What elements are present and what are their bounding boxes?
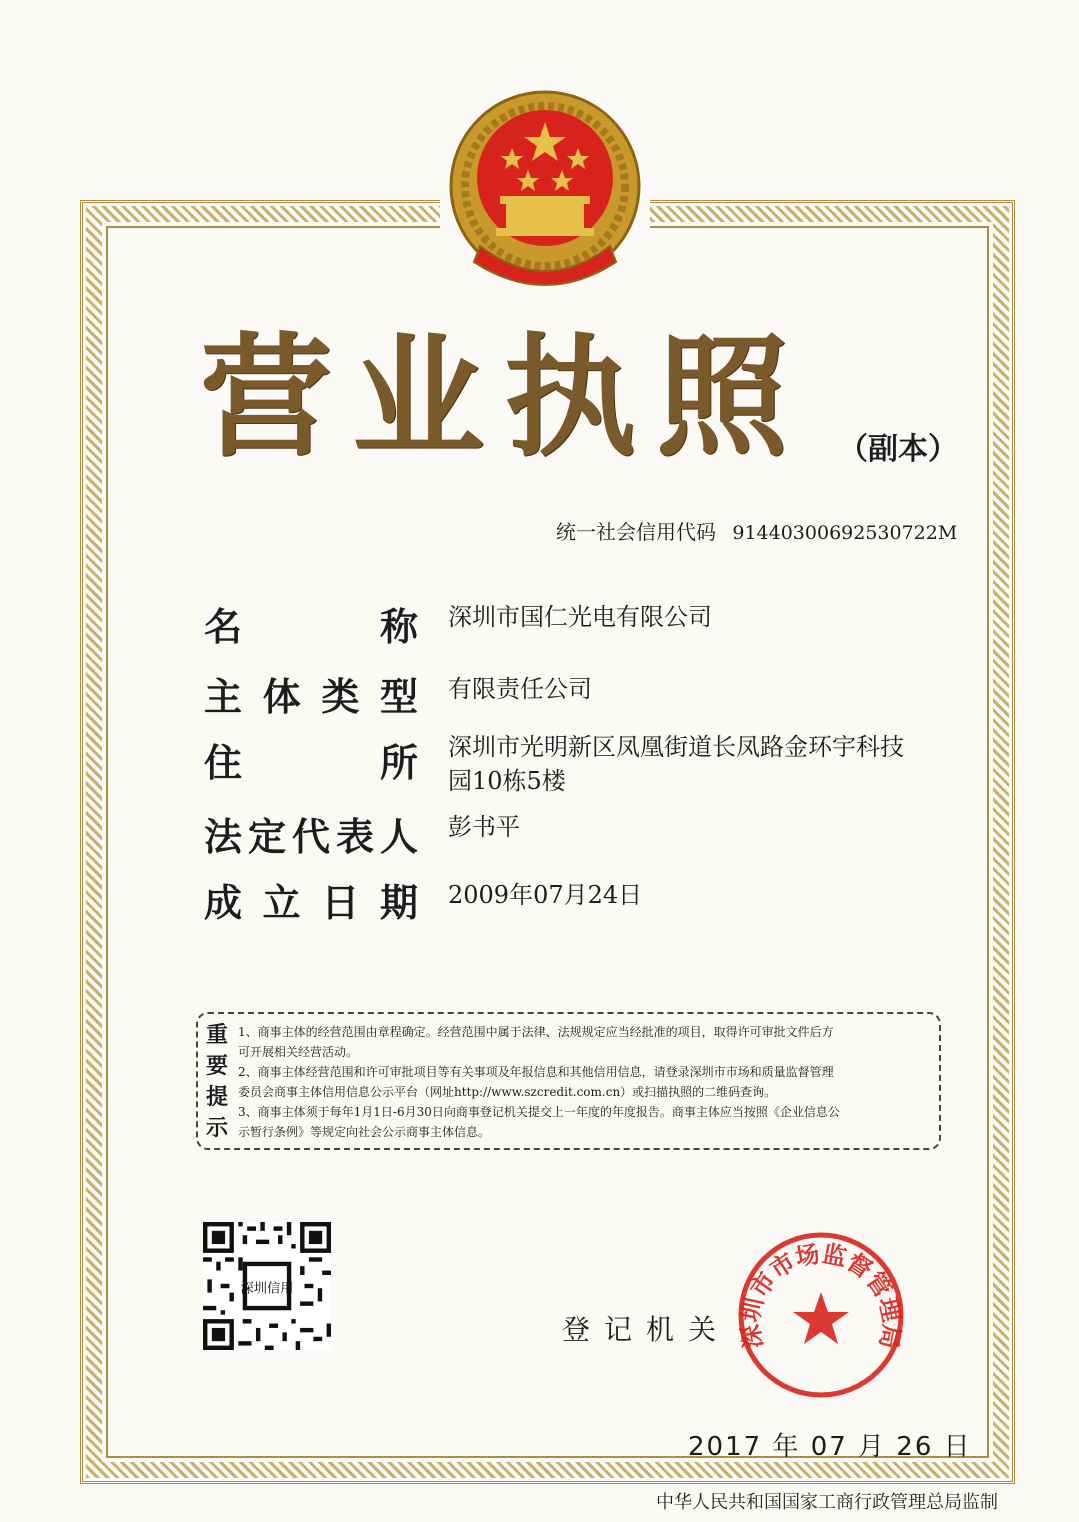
- qr-center-text: 深圳信用: [240, 1281, 294, 1297]
- notice-heading-char: 要: [205, 1054, 228, 1079]
- field-label-char: 定: [247, 815, 286, 859]
- notice-heading-char: 示: [205, 1116, 228, 1141]
- national-emblem-icon: [440, 86, 650, 296]
- license-title: [200, 318, 880, 478]
- field-value-legal-rep: 彭书平: [448, 813, 520, 841]
- official-seal-icon: [736, 1230, 906, 1400]
- field-label-char: 立: [262, 881, 301, 925]
- field-label-char: 类: [321, 675, 360, 719]
- notice-line: 委员会商事主体信用信息公示平台（网址http://www.szcredit.com.cn）或扫描执照的二维码查询。: [238, 1085, 777, 1099]
- credit-code-label: 统一社会信用代码: [556, 520, 716, 544]
- supervision-footer: 中华人民共和国国家工商行政管理总局监制: [656, 1492, 998, 1513]
- notice-heading-char: 重: [205, 1023, 228, 1048]
- field-value-entity-type: 有限责任公司: [448, 675, 592, 703]
- notice-line: 可开展相关经营活动。: [238, 1045, 359, 1059]
- notice-heading: [204, 1020, 230, 1144]
- field-label-char: 期: [379, 881, 418, 925]
- credit-code-value: 91440300692530722M: [732, 522, 958, 544]
- field-label-char: 代: [291, 815, 330, 859]
- field-label-char: 法: [204, 815, 243, 859]
- address-line-2: 园10栋5楼: [448, 767, 566, 795]
- field-label-char: 体: [262, 675, 301, 719]
- qr-code-icon: [203, 1222, 331, 1350]
- field-label-established: [204, 872, 418, 927]
- field-label-char: 成: [204, 881, 243, 925]
- field-label-entity-type: [204, 666, 418, 721]
- svg-text:深圳市市场监督管理局: 深圳市市场监督管理局: [736, 1239, 906, 1351]
- field-label-char: 主: [204, 675, 243, 719]
- field-label-char: 型: [379, 675, 418, 719]
- field-label-char: 所: [379, 741, 418, 785]
- field-label-char: 人: [379, 815, 418, 859]
- field-label-char: 名: [204, 605, 243, 649]
- field-value-address: [448, 730, 904, 798]
- field-label-name: [204, 596, 418, 651]
- notice-line: 3、商事主体须于每年1月1日-6月30日向商事登记机关提交上一年度的年度报告。商事主体应当按照《企业信息公: [238, 1105, 840, 1119]
- registration-date: 2017 年 07 月 26 日: [688, 1432, 972, 1462]
- field-value-name: 深圳市国仁光电有限公司: [448, 603, 712, 631]
- field-label-char: 表: [335, 815, 374, 859]
- field-value-established: 2009年07月24日: [448, 881, 643, 909]
- field-label-legal-rep: [204, 806, 418, 861]
- notice-body: [238, 1022, 928, 1142]
- notice-line: 2、商事主体经营范围和许可审批项目等有关事项及年报信息和其他信用信息，请登录深圳市市场和质量监督管理: [238, 1065, 834, 1079]
- credit-code-line: [556, 516, 957, 545]
- copy-label: （副本）: [838, 432, 958, 467]
- important-notice-box: [196, 1012, 941, 1150]
- registration-authority-label: 登记机关: [562, 1313, 731, 1346]
- field-label-address: [204, 732, 418, 787]
- notice-line: 示暂行条例》等规定向社会公示商事主体信息。: [238, 1125, 491, 1139]
- field-label-char: 称: [379, 605, 418, 649]
- field-label-char: 住: [204, 741, 243, 785]
- notice-heading-char: 提: [205, 1085, 228, 1110]
- address-line-1: 深圳市光明新区凤凰街道长凤路金环宇科技: [448, 733, 904, 761]
- notice-line: 1、商事主体的经营范围由章程确定。经营范围中属于法律、法规规定应当经批准的项目，取得许可审批文件后方: [238, 1025, 834, 1039]
- license-title-text: 营业执照: [200, 321, 808, 475]
- field-label-char: 日: [321, 881, 360, 925]
